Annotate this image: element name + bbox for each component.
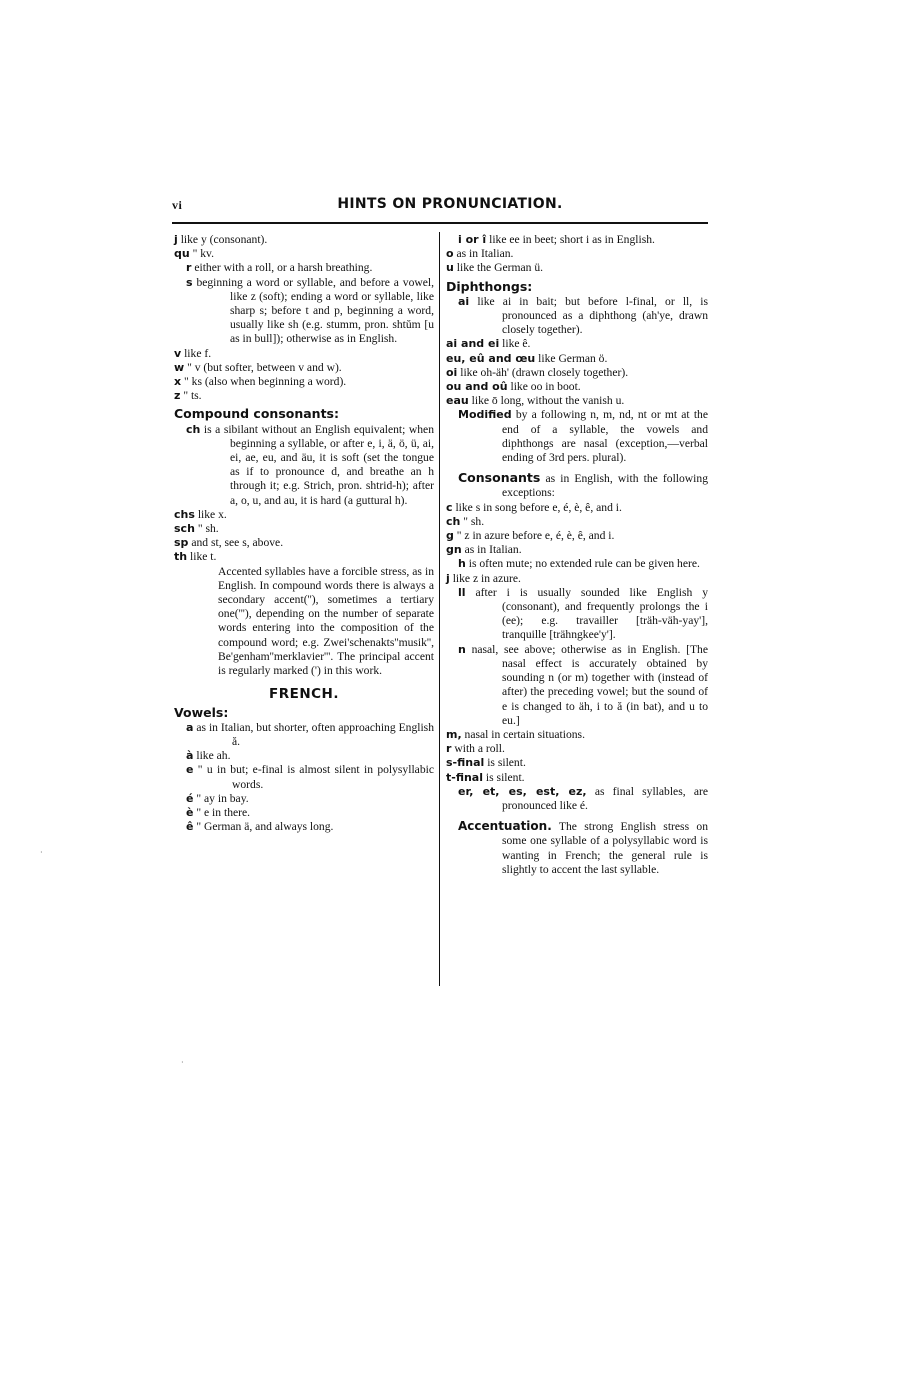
- entry-text: by a following n, m, nd, nt or mt at the end of a syllable, the vowels and diphthongs are nasal (exception,—verbal ending of 3rd pers. plural).: [502, 408, 708, 465]
- entry-key: r: [186, 261, 192, 275]
- entry-eu: [446, 352, 708, 366]
- entry-ch: [174, 423, 434, 508]
- entry-oi: [446, 366, 708, 380]
- entry-text: like ah.: [196, 749, 231, 763]
- entry-qu: [174, 247, 434, 261]
- diphthongs-heading: Diphthongs:: [446, 278, 533, 294]
- entry-text: beginning a word or syllable, and before a vowel, like z (soft); ending a word or syllable, like sharp s; before t and p, beginning a word, usually like sh (e.g. stumm, pron. shtŭm [u as in bull]); otherwise as in English.: [196, 275, 435, 346]
- entry-e: [174, 763, 434, 791]
- entry-a-grave: [174, 749, 434, 763]
- entry-text: " sh.: [463, 514, 485, 528]
- entry-key: i or î: [458, 233, 487, 246]
- entry-text: is a sibilant without an English equivalent; when beginning a syllable, or after e, i, ä, ö, ü, ai, ei, ae, eu, and äu, it is soft (set the tongue as if to pronounce d, and breathe an h through it; e.g. Strich, pron. shtrid-h); after a, o, u, and au, it is hard (a guttural h).: [203, 422, 434, 507]
- entry-key: a: [186, 720, 194, 734]
- entry-text: " u in but; e-final is almost silent in polysyllabic words.: [197, 763, 434, 791]
- page-number: vi: [172, 198, 183, 212]
- entry-text: " sh.: [197, 522, 219, 536]
- entry-s: [174, 276, 434, 347]
- entry-text: " v (but softer, between v and w).: [187, 360, 342, 374]
- entry-gn: [446, 543, 708, 557]
- entry-key: oi: [446, 365, 458, 379]
- entry-text: after i is usually sounded like English y (consonant), and frequently prolongs the i (ee); e.g. travailler [träh-väh-yay'], tranquille [trähngkee'y'].: [475, 585, 709, 642]
- entry-text: like z in azure.: [452, 571, 521, 585]
- entry-key: v: [174, 346, 182, 360]
- entry-key: ai and ei: [446, 337, 500, 351]
- scan-speck: ·: [181, 1058, 184, 1067]
- entry-key: g: [446, 529, 454, 543]
- entry-sp: [174, 536, 434, 550]
- running-head: HINTS ON PRONUNCIATION.: [337, 196, 563, 212]
- entry-text: like y (consonant).: [180, 233, 268, 246]
- entry-key: sp: [174, 536, 189, 550]
- entry-text: and st, see s, above.: [191, 536, 284, 550]
- header-rule: [172, 222, 708, 224]
- entry-key: Modified: [458, 408, 512, 422]
- entry-key: ch: [446, 514, 461, 528]
- entry-text: is silent.: [485, 770, 525, 784]
- entry-text: nasal in certain situations.: [464, 727, 585, 741]
- entry-key: é: [186, 791, 194, 805]
- entry-text: like ai in bait; but before l-final, or ll, is pronounced as a diphthong (ah'ye, drawn closely together).: [477, 294, 708, 337]
- entry-key: th: [174, 550, 188, 564]
- entry-text: nasal, see above; otherwise as in English. [The nasal effect is accurately obtained by sounding n (or m) together with (instead of after) the preceding vowel; but the sound of e is changed to äh, i to ă (in bat), and u to eu.]: [471, 642, 708, 727]
- entry-h: [446, 557, 708, 571]
- entry-ou: [446, 380, 708, 394]
- entry-e-acute: [174, 792, 434, 806]
- entry-key: à: [186, 749, 194, 763]
- entry-accentuation: [446, 819, 708, 877]
- entry-v: [174, 347, 434, 361]
- entry-x: [174, 375, 434, 389]
- entry-er: [446, 785, 708, 813]
- entry-text: " ks (also when beginning a word).: [184, 375, 347, 389]
- entry-key: t-final: [446, 770, 484, 784]
- compound-consonants-heading: Compound consonants:: [174, 406, 339, 422]
- entry-key: h: [458, 557, 466, 571]
- entry-text: The strong English stress on some one syllable of a polysyllabic word is wanting in French; the general rule is slightly to accent the last syllable.: [502, 820, 708, 876]
- entry-text: as in English, with the following exceptions:: [502, 472, 708, 500]
- entry-key: j: [446, 571, 450, 585]
- entry-text: as in Italian.: [464, 543, 522, 557]
- right-column: [446, 233, 708, 877]
- entry-key: j: [174, 233, 178, 246]
- entry-modified: [446, 408, 708, 465]
- entry-eau: [446, 394, 708, 408]
- entry-key: er, et, es, est, ez,: [458, 784, 587, 798]
- entry-key: gn: [446, 543, 462, 557]
- entry-key: o: [446, 247, 454, 261]
- entry-key: ou and oû: [446, 380, 508, 394]
- entry-key: Consonants: [458, 470, 541, 486]
- column-divider: [439, 232, 440, 986]
- entry-text: like oo in boot.: [510, 380, 581, 394]
- entry-text: like t.: [190, 550, 217, 564]
- entry-n: [446, 643, 708, 728]
- entry-i: [446, 233, 708, 247]
- entry-text: is silent.: [487, 756, 526, 770]
- entry-key: m,: [446, 727, 462, 741]
- entry-key: r: [446, 742, 452, 756]
- entry-text: like the German ü.: [456, 261, 544, 275]
- entry-key: è: [186, 805, 194, 819]
- entry-c: [446, 501, 708, 515]
- entry-text: " kv.: [192, 247, 214, 261]
- entry-g: [446, 529, 708, 543]
- entry-key: z: [174, 389, 181, 403]
- entry-text: " z in azure before e, é, è, ê, and i.: [456, 529, 615, 543]
- entry-text: " ts.: [183, 389, 202, 403]
- entry-key: sch: [174, 522, 195, 536]
- entry-j: [174, 233, 434, 247]
- entry-key: ch: [186, 422, 201, 436]
- entry-key: chs: [174, 507, 195, 521]
- entry-text: like ee in beet; short i as in English.: [489, 233, 655, 246]
- entry-key: ll: [458, 585, 466, 599]
- entry-text: like x.: [197, 507, 227, 521]
- entry-chs: [174, 508, 434, 522]
- entry-j-fr: [446, 572, 708, 586]
- entry-text: like ō long, without the vanish u.: [471, 394, 625, 408]
- entry-ai-ei: [446, 337, 708, 351]
- entry-t-final: [446, 771, 708, 785]
- entry-m: [446, 728, 708, 742]
- entry-text: with a roll.: [454, 742, 505, 756]
- entry-text: like oh-äh' (drawn closely together).: [460, 365, 629, 379]
- entry-e-grave: [174, 806, 434, 820]
- entry-text: either with a roll, or a harsh breathing.: [194, 261, 373, 275]
- entry-r: [174, 261, 434, 275]
- entry-key: u: [446, 261, 454, 275]
- entry-text: like German ö.: [538, 351, 608, 365]
- accent-paragraph: Accented syllables have a forcible stress, as in English. In compound words there is always a secondary accent(''), sometimes a tertiary one('''), depending on the number of separate words entering into the composition of the compound word; e.g. Zwei'schenakts''musik'', Be'genham''merklavier'''. The principal accent is regularly marked (') in this work.: [218, 564, 434, 678]
- entry-key: e: [186, 763, 194, 777]
- french-section-title: FRENCH.: [269, 686, 339, 703]
- entry-text: like f.: [184, 346, 212, 360]
- entry-key: c: [446, 500, 453, 514]
- entry-key: eu, eû and œu: [446, 351, 536, 365]
- entry-text: " e in there.: [196, 805, 251, 819]
- entry-text: as in Italian.: [456, 247, 514, 261]
- entry-key: ê: [186, 820, 194, 834]
- entry-key: qu: [174, 247, 190, 261]
- entry-u: [446, 261, 708, 275]
- entry-text: like ê.: [502, 337, 531, 351]
- entry-o: [446, 247, 708, 261]
- entry-key: eau: [446, 394, 469, 408]
- entry-text: like s in song before e, é, è, ê, and i.: [455, 500, 622, 514]
- left-column: [174, 233, 434, 834]
- entry-key: s-final: [446, 756, 485, 770]
- entry-r-fr: [446, 742, 708, 756]
- vowels-heading: Vowels:: [174, 704, 229, 720]
- entry-z: [174, 389, 434, 403]
- entry-key: n: [458, 642, 466, 656]
- entry-e-circumflex: [174, 820, 434, 834]
- entry-text: " German ä, and always long.: [196, 820, 334, 834]
- entry-key: Accentuation.: [458, 819, 552, 834]
- entry-ai: [446, 295, 708, 338]
- entry-ch-fr: [446, 515, 708, 529]
- entry-text: " ay in bay.: [196, 791, 249, 805]
- entry-key: ai: [458, 294, 470, 308]
- entry-ll: [446, 586, 708, 643]
- entry-text: as in Italian, but shorter, often approaching English ă.: [196, 720, 434, 748]
- entry-key: x: [174, 375, 182, 389]
- entry-key: s: [186, 275, 193, 289]
- entry-th: [174, 550, 434, 564]
- entry-a: [174, 721, 434, 749]
- entry-text: as final syllables, are pronounced like é.: [502, 784, 708, 812]
- entry-w: [174, 361, 434, 375]
- entry-s-final: [446, 756, 708, 770]
- entry-text: is often mute; no extended rule can be given here.: [468, 557, 700, 571]
- scan-speck: ·: [40, 848, 43, 857]
- entry-sch: [174, 522, 434, 536]
- entry-key: w: [174, 360, 185, 374]
- entry-consonants: [446, 471, 708, 500]
